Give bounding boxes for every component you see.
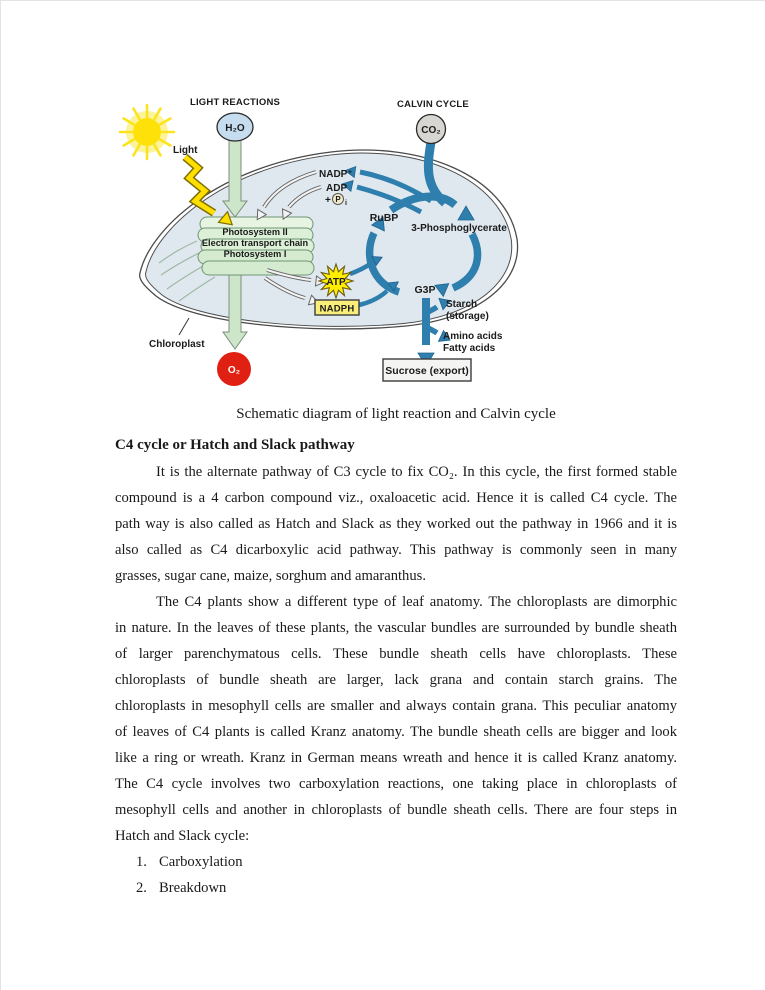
co2-label: CO₂	[421, 125, 441, 136]
list-item-number: 2.	[136, 880, 147, 896]
steps-list	[115, 849, 677, 901]
list-item-label: Breakdown	[159, 880, 227, 896]
text-line: path way is also called as Hatch and Slack as they worked out the pathway in 1966 and it is	[115, 516, 677, 532]
g3p-label: G3P	[414, 284, 436, 296]
text-line: grasses, sugar cane, maize, sorghum and amaranthus.	[115, 568, 426, 584]
sucrose-label: Sucrose (export)	[385, 365, 469, 377]
chloroplast-pointer	[149, 318, 205, 350]
o2-node	[217, 352, 251, 386]
list-item-number: 1.	[136, 854, 147, 870]
text-line: chloroplasts in mesophyll cells are smaller and always contain grana. This peculiar anatomy	[115, 698, 677, 714]
chloroplast-label: Chloroplast	[149, 339, 205, 350]
paragraph-1	[115, 459, 677, 589]
sun-icon	[120, 105, 174, 159]
electron-transport-chain-label: Electron transport chain	[201, 238, 309, 248]
nadph-label: NADPH	[319, 303, 355, 315]
pga-label: 3-Phosphoglycerate	[411, 223, 507, 234]
text-line: chloroplasts of bundle sheath are larger, lack grana and contain starch grains. The	[115, 672, 677, 688]
text-line: compound is a 4 carbon compound viz., oxaloacetic acid. Hence it is called C4 cycle. The	[115, 490, 677, 506]
co2-node	[417, 115, 446, 144]
photosynthesis-diagram	[1, 1, 765, 397]
adp-label: ADP	[326, 183, 348, 194]
o2-label: O₂	[227, 365, 241, 376]
nadph-box	[315, 300, 359, 315]
text-line: of larger parenchymatous cells. These bundle sheath cells have chloroplasts. These	[115, 646, 677, 662]
photosystem1-label: Photosystem I	[223, 249, 287, 259]
text-line: mesophyll cells and another in chloroplasts of bundle sheath cells. There are four steps in	[115, 802, 677, 818]
h2o-node	[217, 113, 253, 141]
nadp-label: NADP⁺	[319, 169, 353, 180]
list-item	[115, 875, 677, 901]
light-reactions-title: LIGHT REACTIONS	[189, 97, 281, 108]
atp-label: ATP	[326, 277, 346, 288]
h2o-label: H₂O	[225, 123, 245, 134]
text-line: It is the alternate pathway of C3 cycle to fix CO₂. In this cycle, the first formed stable	[156, 464, 677, 480]
list-item	[115, 849, 677, 875]
thylakoid-stack	[198, 217, 314, 275]
text-line: like a ring or wreath. Kranz in German means wreath and hence it is called Kranz anatomy.	[115, 750, 677, 766]
amino-acids-label: Amino acids	[443, 331, 503, 342]
p-label: P	[335, 195, 341, 204]
starch-label: Starch	[446, 299, 478, 310]
fatty-acids-label: Fatty acids	[443, 343, 496, 354]
p-sub-label: i	[345, 200, 347, 207]
storage-label: (storage)	[446, 311, 489, 322]
list-item-label: Carboxylation	[159, 854, 243, 870]
sucrose-box	[383, 359, 471, 381]
rubp-label: RuBP	[369, 212, 399, 224]
text-line: The C4 plants show a different type of leaf anatomy. The chloroplasts are dimorphic	[156, 594, 677, 610]
text-line: The C4 cycle involves two carboxylation reactions, one taking place in chloroplasts of	[115, 776, 677, 792]
plus-sign: +	[325, 195, 331, 206]
light-label: Light	[173, 145, 198, 156]
text-line: of leaves of C4 plants is called Kranz anatomy. The bundle sheath cells are bigger and look	[115, 724, 677, 740]
paragraph-2	[115, 589, 677, 849]
text-line: also called as C4 dicarboxylic acid pathway. This pathway is commonly seen in many	[115, 542, 677, 558]
text-line: in nature. In the leaves of these plants, the vascular bundles are surrounded by bundle sheath	[115, 620, 677, 636]
section-heading: C4 cycle or Hatch and Slack pathway	[115, 437, 355, 453]
calvin-cycle-title: CALVIN CYCLE	[397, 99, 469, 110]
figure-caption: Schematic diagram of light reaction and Calvin cycle	[236, 406, 556, 422]
photosystem2-label: Photosystem II	[222, 227, 288, 237]
text-line: Hatch and Slack cycle:	[115, 828, 250, 844]
